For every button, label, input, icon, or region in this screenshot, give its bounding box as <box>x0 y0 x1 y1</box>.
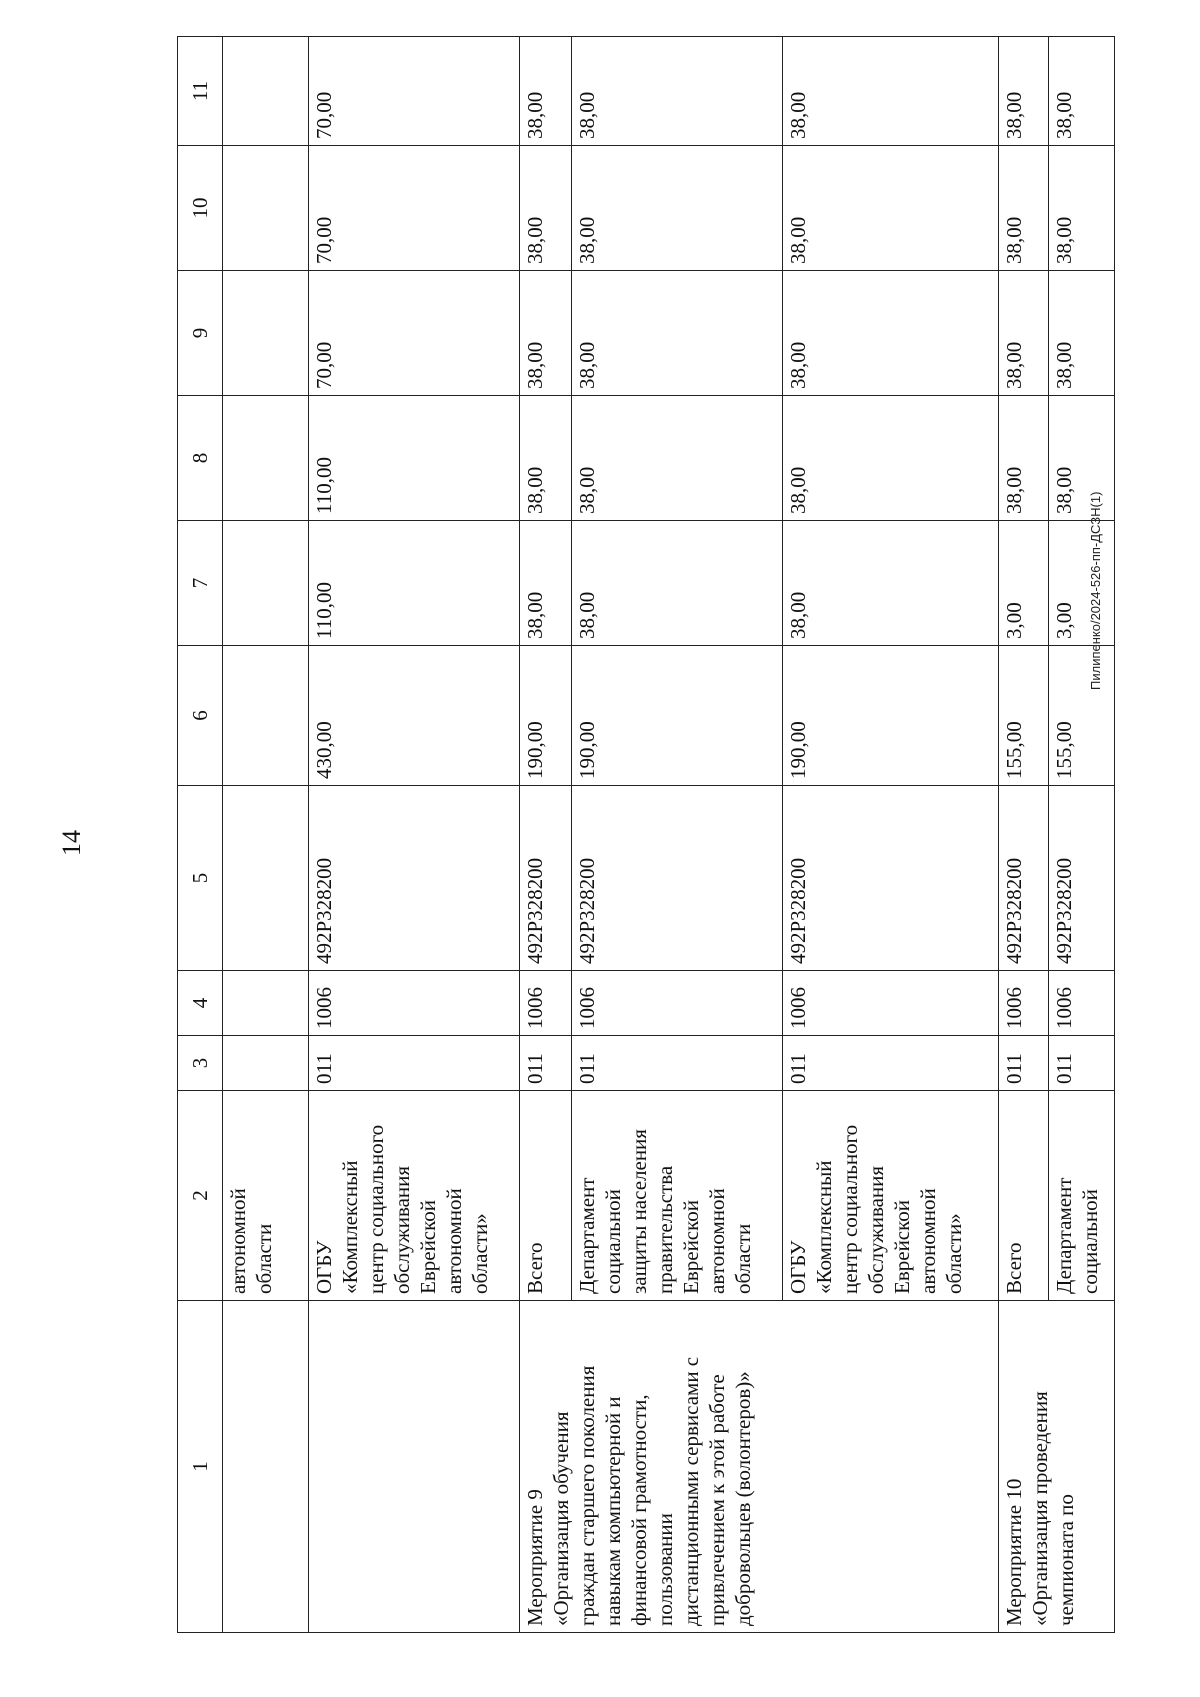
cell-csr: 492Р328200 <box>309 786 520 971</box>
page-number: 14 <box>57 830 86 856</box>
cell-value: 38,00 <box>999 37 1049 146</box>
table-row <box>519 37 571 1633</box>
cell-value: 38,00 <box>782 396 998 521</box>
header-col-3: 3 <box>178 1036 223 1091</box>
table-row <box>309 37 520 1633</box>
header-col-6: 6 <box>178 646 223 786</box>
cell-value: 38,00 <box>1048 146 1114 271</box>
cell-value: 430,00 <box>309 646 520 786</box>
cell-executor: ОГБУ «Комплексный центр социального обслуживания Еврейской автономной области» <box>309 1091 520 1301</box>
cell-value: 38,00 <box>571 396 782 521</box>
cell-value: 38,00 <box>999 271 1049 396</box>
cell-executor: Департамент социальной защиты населения правительства Еврейской автономной области <box>571 1091 782 1301</box>
cell-value: 155,00 <box>1048 646 1114 786</box>
cell-executor: ОГБУ «Комплексный центр социального обслуживания Еврейской автономной области» <box>782 1091 998 1301</box>
cell-rzpr <box>223 971 309 1036</box>
cell-csr: 492Р328200 <box>519 786 571 971</box>
cell-value: 190,00 <box>519 646 571 786</box>
cell-csr <box>223 786 309 971</box>
cell-csr: 492Р328200 <box>999 786 1049 971</box>
cell-csr: 492Р328200 <box>571 786 782 971</box>
cell-value: 38,00 <box>571 271 782 396</box>
header-col-11: 11 <box>178 37 223 146</box>
header-row <box>178 37 223 1633</box>
cell-activity: Мероприятие 9 «Организация обучения граждан старшего поколения навыкам компьютерной и финансовой грамотности, пользовании дистанционными сервисами с привлечением к этой работе добровольцев (волонтеров)» <box>519 1301 998 1633</box>
document-code: Пилипенко/2024-526-пп-ДСЗН(1) <box>1088 491 1103 690</box>
cell-value: 38,00 <box>782 146 998 271</box>
cell-value <box>223 271 309 396</box>
cell-value: 70,00 <box>309 37 520 146</box>
cell-executor: автономной области <box>223 1091 309 1301</box>
cell-value: 110,00 <box>309 521 520 646</box>
header-col-4: 4 <box>178 971 223 1036</box>
cell-value <box>223 521 309 646</box>
budget-table <box>177 36 1115 1633</box>
cell-value: 38,00 <box>571 521 782 646</box>
budget-table-container <box>177 37 1115 1633</box>
cell-executor: Департамент социальной <box>1048 1091 1114 1301</box>
cell-value: 38,00 <box>519 37 571 146</box>
header-col-10: 10 <box>178 146 223 271</box>
cell-rzpr: 1006 <box>999 971 1049 1036</box>
header-col-9: 9 <box>178 271 223 396</box>
cell-rzpr: 1006 <box>782 971 998 1036</box>
cell-grbs: 011 <box>1048 1036 1114 1091</box>
cell-value: 38,00 <box>999 396 1049 521</box>
cell-value <box>223 146 309 271</box>
cell-grbs: 011 <box>782 1036 998 1091</box>
cell-rzpr: 1006 <box>571 971 782 1036</box>
cell-csr: 492Р328200 <box>1048 786 1114 971</box>
cell-grbs: 011 <box>309 1036 520 1091</box>
cell-grbs <box>223 1036 309 1091</box>
cell-value: 38,00 <box>1048 396 1114 521</box>
cell-value: 38,00 <box>782 37 998 146</box>
cell-value: 38,00 <box>519 521 571 646</box>
cell-value: 38,00 <box>571 146 782 271</box>
cell-value <box>223 646 309 786</box>
cell-grbs: 011 <box>571 1036 782 1091</box>
cell-activity <box>309 1301 520 1633</box>
cell-grbs: 011 <box>519 1036 571 1091</box>
cell-value: 3,00 <box>999 521 1049 646</box>
header-col-5: 5 <box>178 786 223 971</box>
cell-rzpr: 1006 <box>1048 971 1114 1036</box>
cell-activity: Мероприятие 10 «Организация проведения чемпионата по <box>999 1301 1115 1633</box>
cell-value: 38,00 <box>999 146 1049 271</box>
cell-value: 38,00 <box>571 37 782 146</box>
cell-activity <box>223 1301 309 1633</box>
cell-value: 38,00 <box>782 521 998 646</box>
cell-executor: Всего <box>519 1091 571 1301</box>
cell-value: 155,00 <box>999 646 1049 786</box>
cell-value: 190,00 <box>571 646 782 786</box>
cell-value: 38,00 <box>519 146 571 271</box>
table-row <box>999 37 1049 1633</box>
cell-value: 110,00 <box>309 396 520 521</box>
cell-value: 70,00 <box>309 146 520 271</box>
cell-rzpr: 1006 <box>309 971 520 1036</box>
cell-csr: 492Р328200 <box>782 786 998 971</box>
cell-value: 38,00 <box>519 271 571 396</box>
header-col-1: 1 <box>178 1301 223 1633</box>
cell-rzpr: 1006 <box>519 971 571 1036</box>
cell-value: 38,00 <box>782 271 998 396</box>
header-col-2: 2 <box>178 1091 223 1301</box>
header-col-7: 7 <box>178 521 223 646</box>
cell-value: 190,00 <box>782 646 998 786</box>
cell-value: 38,00 <box>519 396 571 521</box>
cell-value: 3,00 <box>1048 521 1114 646</box>
cell-value: 38,00 <box>1048 37 1114 146</box>
cell-value: 70,00 <box>309 271 520 396</box>
cell-grbs: 011 <box>999 1036 1049 1091</box>
cell-executor: Всего <box>999 1091 1049 1301</box>
cell-value: 38,00 <box>1048 271 1114 396</box>
header-col-8: 8 <box>178 396 223 521</box>
table-row <box>223 37 309 1633</box>
cell-value <box>223 396 309 521</box>
cell-value <box>223 37 309 146</box>
